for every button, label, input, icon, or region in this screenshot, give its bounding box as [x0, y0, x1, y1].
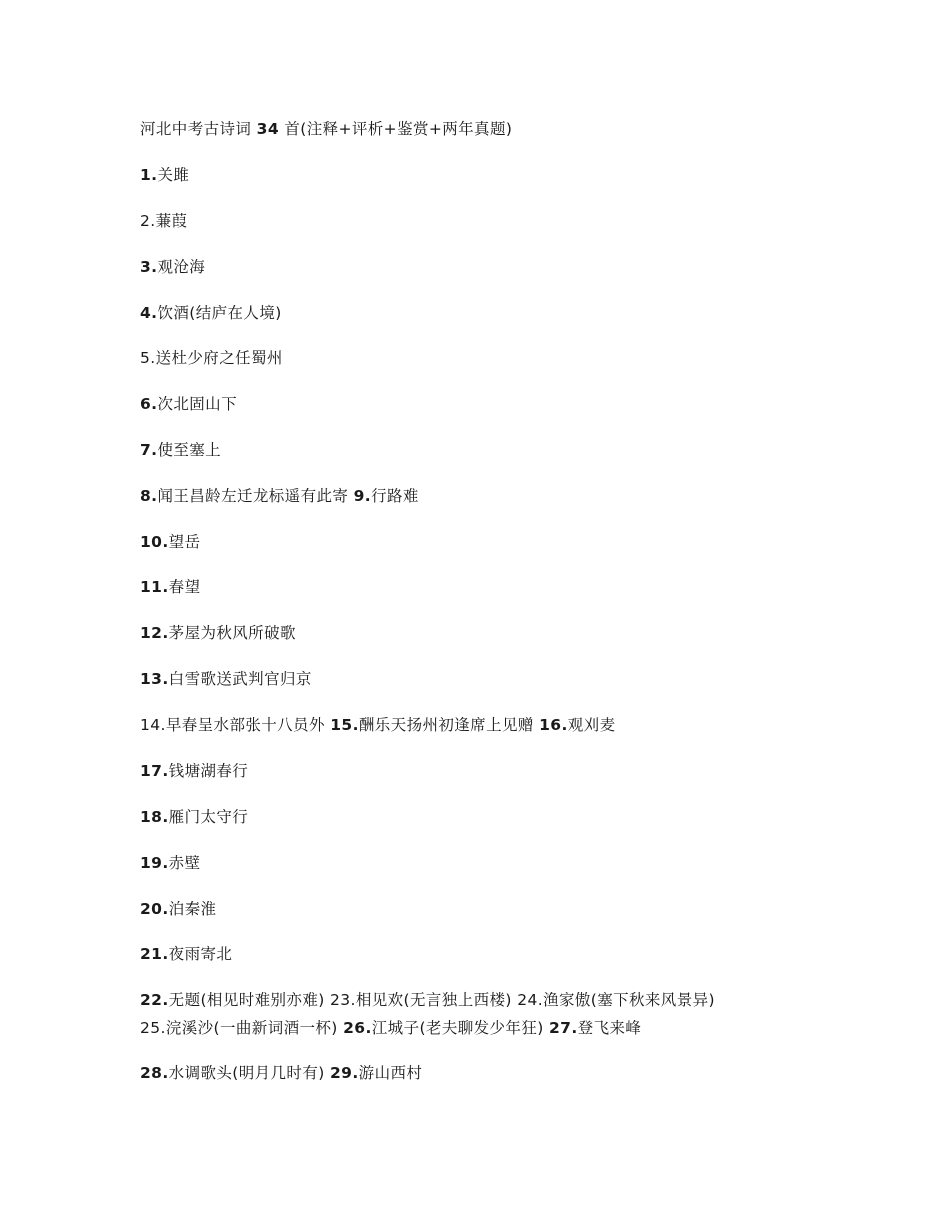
- entry-title: 次北固山下: [157, 395, 237, 413]
- entry-number: 18.: [140, 808, 169, 826]
- entry-number: 26.: [343, 1019, 372, 1037]
- entry-title: 观刈麦: [567, 716, 616, 734]
- entry-title: 饮酒(结庐在人境): [157, 304, 282, 322]
- entry-number: 9.: [353, 487, 372, 505]
- entry-title: 登飞来峰: [577, 1019, 642, 1037]
- entry-title: 夜雨寄北: [168, 945, 233, 963]
- entry-title: 水调歌头(明月几时有): [168, 1064, 325, 1082]
- entry-number: 19.: [140, 854, 169, 872]
- poem-entry-2: [140, 210, 187, 232]
- poem-entry-14-16: [140, 714, 615, 736]
- entry-number: 4.: [140, 304, 158, 322]
- poem-entry-18: [140, 806, 248, 828]
- entry-number: 20.: [140, 900, 169, 918]
- entry-number: 15.: [330, 716, 359, 734]
- entry-number: 12.: [140, 624, 169, 642]
- entry-number: 22.: [140, 991, 169, 1009]
- entry-number: 29.: [330, 1064, 359, 1082]
- entry-number: 17.: [140, 762, 169, 780]
- poem-entry-7: [140, 439, 221, 461]
- entry-title: 蒹葭: [155, 212, 188, 230]
- entry-title: 赤壁: [168, 854, 201, 872]
- poem-entry-25-27: [140, 1017, 641, 1039]
- entry-number: 5.: [140, 349, 156, 367]
- poem-entry-13: [140, 668, 312, 690]
- entry-number: 21.: [140, 945, 169, 963]
- poem-entry-6: [140, 393, 237, 415]
- poem-entry-5: [140, 347, 283, 369]
- poem-entry-11: [140, 576, 200, 598]
- poem-entry-21: [140, 943, 232, 965]
- entry-number: 2.: [140, 212, 156, 230]
- entry-title: 关雎: [157, 166, 190, 184]
- entry-title: 送杜少府之任蜀州: [155, 349, 283, 367]
- entry-number: 7.: [140, 441, 158, 459]
- poem-entry-19: [140, 852, 200, 874]
- entry-title: 江城子(老夫聊发少年狂): [371, 1019, 544, 1037]
- entry-title: 浣溪沙(一曲新词酒一杯): [165, 1019, 338, 1037]
- entry-number: 6.: [140, 395, 158, 413]
- entry-title: 春望: [168, 578, 201, 596]
- poem-entry-10: [140, 531, 200, 553]
- entry-number: 23.: [330, 991, 356, 1009]
- entry-number: 1.: [140, 166, 158, 184]
- entry-title: 钱塘湖春行: [168, 762, 249, 780]
- poem-entry-1: [140, 164, 189, 186]
- title-prefix: 河北中考古诗词: [140, 120, 252, 138]
- entry-number: 13.: [140, 670, 169, 688]
- poem-entry-17: [140, 760, 248, 782]
- entry-title: 观沧海: [157, 258, 206, 276]
- entry-number: 27.: [549, 1019, 578, 1037]
- entry-title: 泊秦淮: [168, 900, 217, 918]
- document-title: [140, 118, 512, 140]
- poem-entry-28-29: [140, 1062, 422, 1084]
- entry-number: 8.: [140, 487, 158, 505]
- entry-title: 相见欢(无言独上西楼): [355, 991, 512, 1009]
- entry-number: 10.: [140, 533, 169, 551]
- entry-title: 游山西村: [358, 1064, 423, 1082]
- poem-entry-12: [140, 622, 296, 644]
- entry-title: 白雪歌送武判官归京: [168, 670, 312, 688]
- entry-title: 闻王昌龄左迁龙标遥有此寄: [157, 487, 349, 505]
- entry-title: 早春呈水部张十八员外: [165, 716, 325, 734]
- entry-title: 无题(相见时难别亦难): [168, 991, 325, 1009]
- entry-number: 24.: [517, 991, 544, 1009]
- title-count: 34: [256, 120, 280, 138]
- poem-entry-4: [140, 302, 282, 324]
- poem-entry-20: [140, 898, 216, 920]
- entry-title: 望岳: [168, 533, 201, 551]
- entry-title: 渔家傲(塞下秋来风景异): [543, 991, 715, 1009]
- entry-number: 14.: [140, 716, 166, 734]
- poem-entry-3: [140, 256, 205, 278]
- entry-number: 3.: [140, 258, 158, 276]
- poem-entry-8-9: [140, 485, 419, 507]
- entry-title: 茅屋为秋风所破歌: [168, 624, 296, 642]
- title-suffix: 首(注释+评析+鉴赏+两年真题): [284, 120, 513, 138]
- entry-title: 使至塞上: [157, 441, 222, 459]
- entry-title: 行路难: [371, 487, 419, 505]
- entry-number: 28.: [140, 1064, 169, 1082]
- entry-title: 雁门太守行: [168, 808, 249, 826]
- entry-number: 25.: [140, 1019, 166, 1037]
- entry-number: 11.: [140, 578, 169, 596]
- entry-number: 16.: [539, 716, 568, 734]
- entry-title: 酬乐天扬州初逢席上见赠: [358, 716, 534, 734]
- poem-entry-22-24: [140, 989, 715, 1011]
